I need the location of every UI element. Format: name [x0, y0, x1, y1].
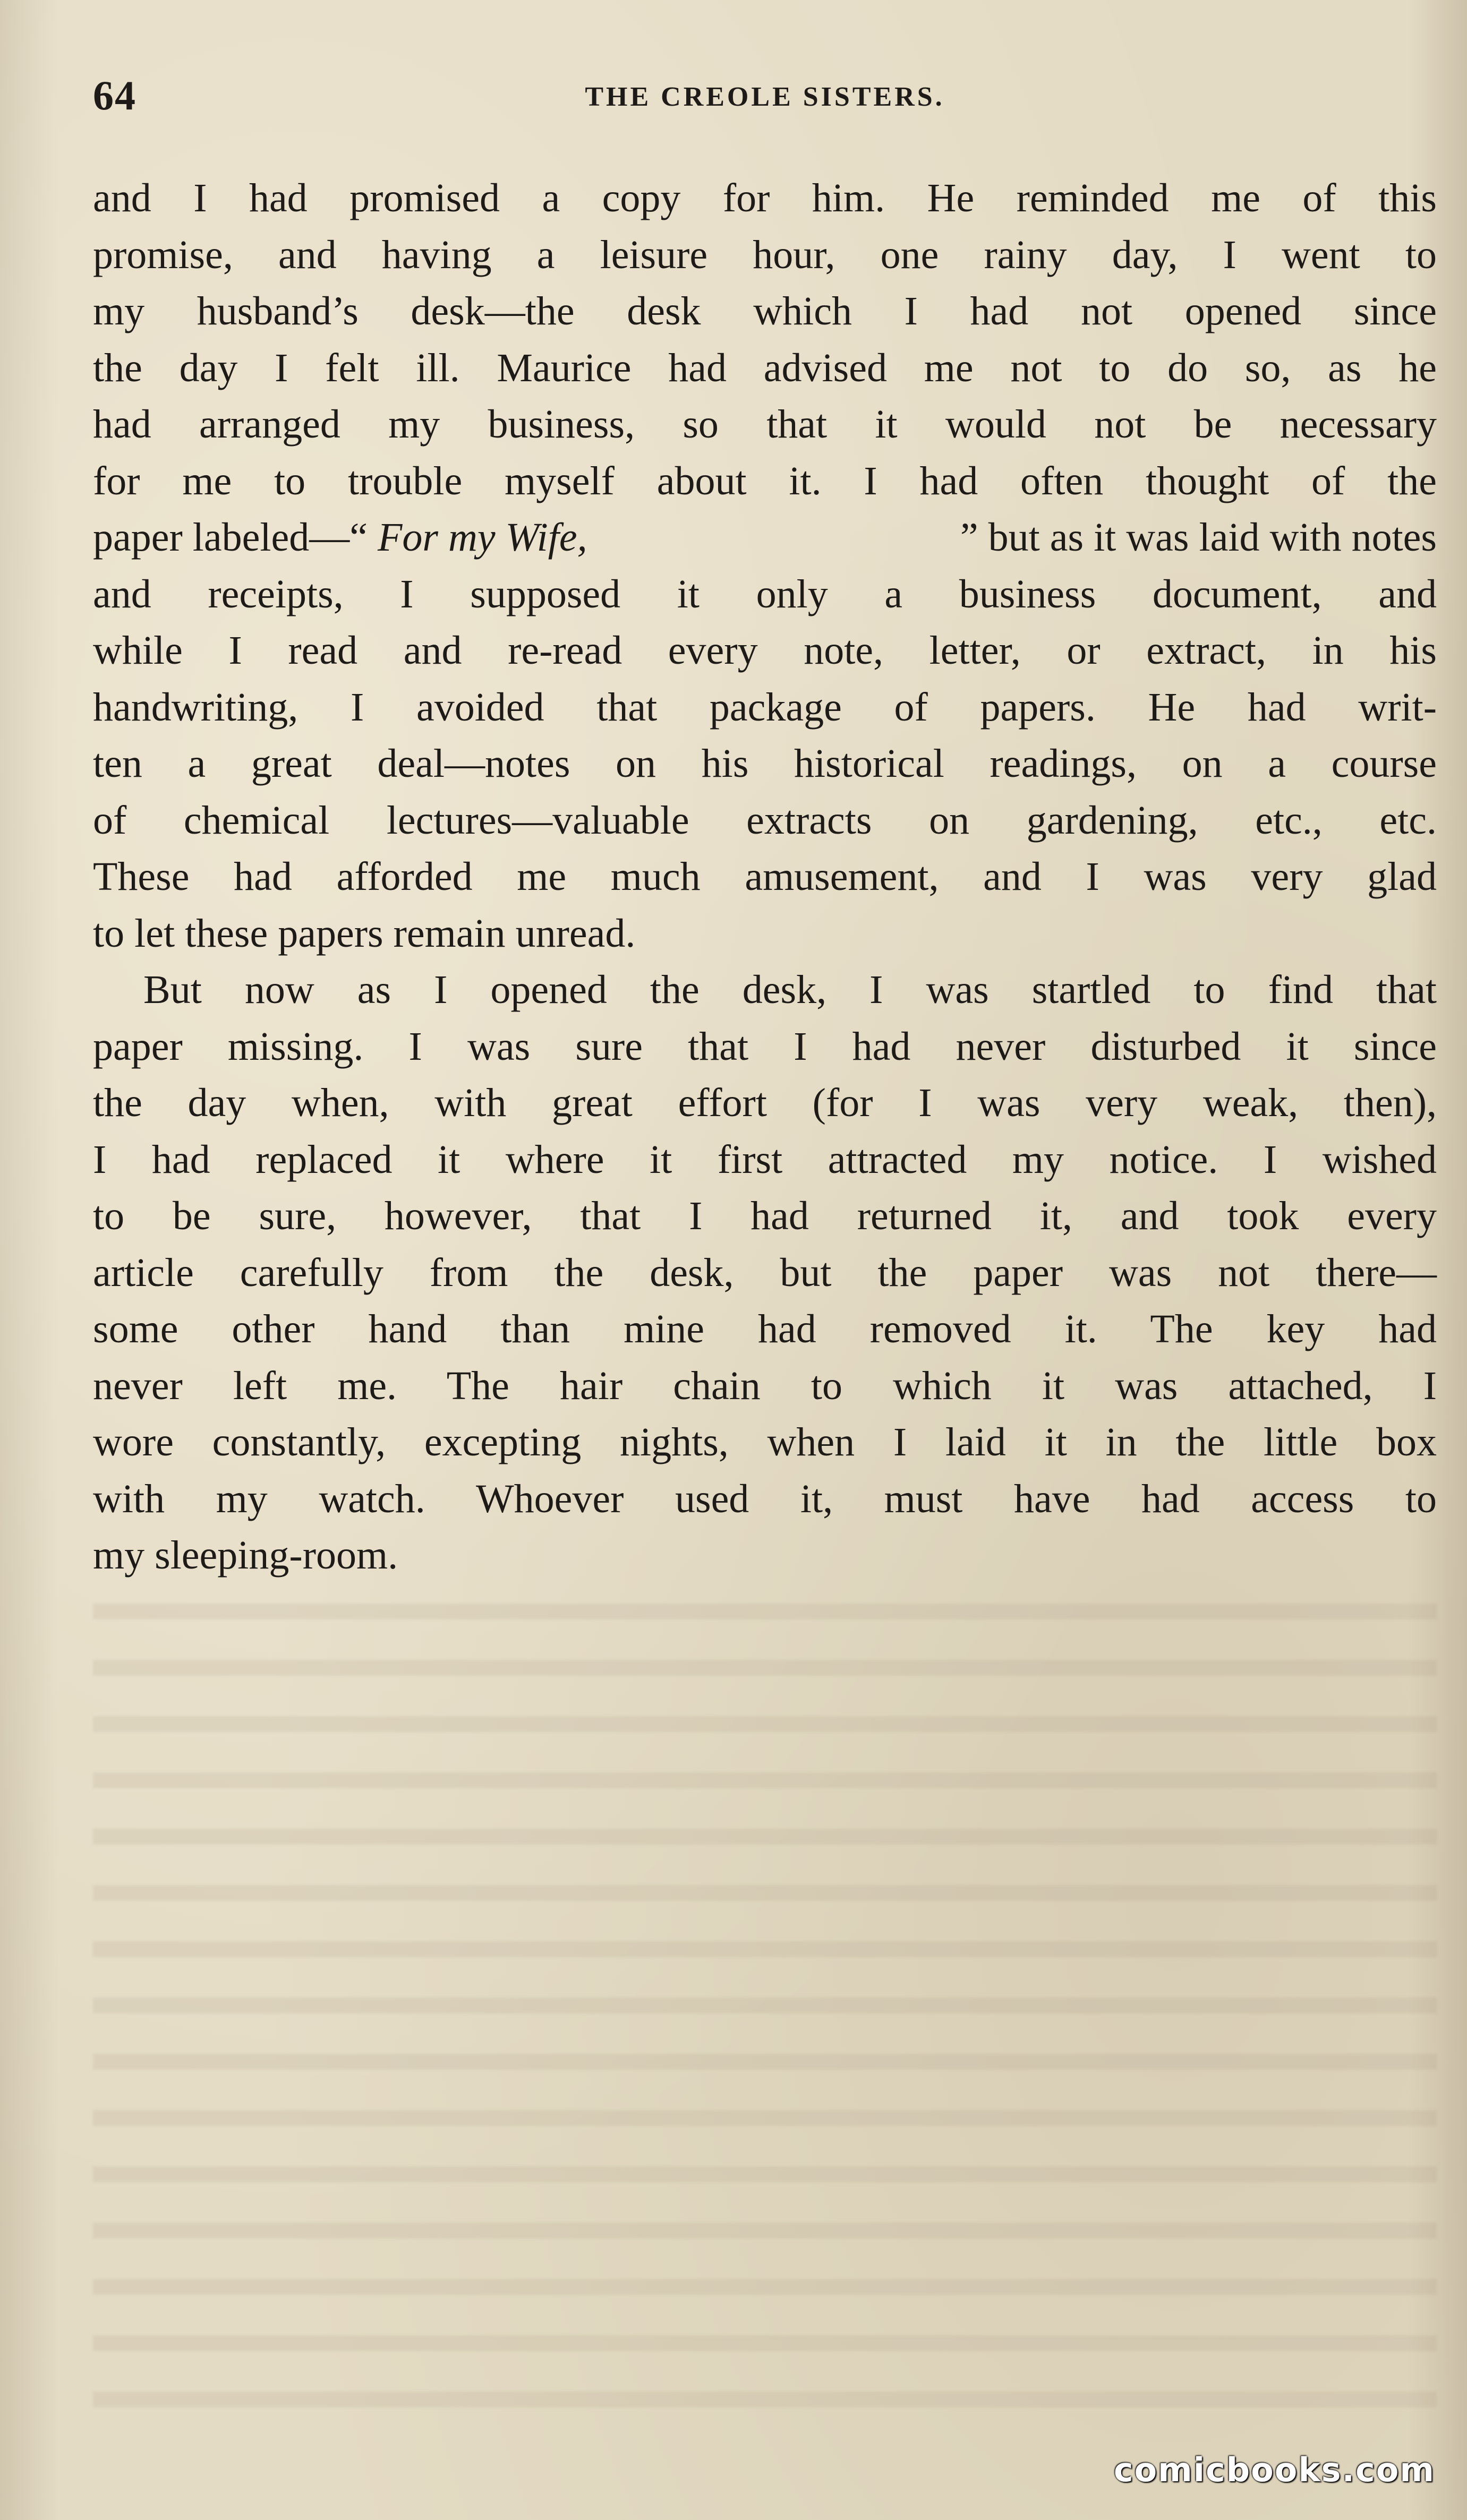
- watermark: comicbooks.com: [1113, 2450, 1435, 2489]
- text-line: article carefully from the desk, but the paper was not there—: [93, 1250, 1437, 1295]
- paragraph-1: [93, 170, 1437, 962]
- text-line: the day when, with great effort (for I was very weak, then),: [93, 1081, 1437, 1125]
- text-line: my husband’s desk—the desk which I had not opened since: [93, 289, 1437, 333]
- text-line: for me to trouble myself about it. I had often thought of the: [93, 458, 1437, 503]
- text-line: wore constantly, excepting nights, when I laid it in the little box: [93, 1420, 1437, 1464]
- text-line: had arranged my business, so that it would not be necessary: [93, 402, 1437, 447]
- text-line: handwriting, I avoided that package of papers. He had writ-: [93, 684, 1437, 730]
- paragraph-2: [93, 962, 1437, 1584]
- text-line: These had afforded me much amusement, and I was very glad: [93, 854, 1437, 899]
- text-line: some other hand than mine had removed it. The key had: [93, 1307, 1437, 1351]
- page-header: [93, 66, 1437, 125]
- text-segment: ” but as it was laid with notes: [960, 515, 1437, 560]
- text-line: promise, and having a leisure hour, one rainy day, I went to: [93, 232, 1437, 277]
- text-line: to let these papers remain unread.: [93, 911, 636, 956]
- text-line: and I had promised a copy for him. He reminded me of this: [93, 176, 1437, 220]
- text-line: and receipts, I supposed it only a business document, and: [93, 571, 1437, 616]
- italic-title: For my Wife,: [377, 515, 587, 560]
- text-line: while I read and re-read every note, letter, or extract, in his: [93, 628, 1437, 673]
- text-segment: paper labeled—“: [93, 515, 378, 560]
- text-line: of chemical lectures—valuable extracts on gardening, etc., etc.: [93, 798, 1437, 843]
- text-line: my sleeping-room.: [93, 1533, 398, 1578]
- text-line-with-italic: [93, 509, 1437, 566]
- running-head: THE CREOLE SISTERS.: [585, 82, 945, 112]
- text-line: I had replaced it where it first attracted my notice. I wished: [93, 1137, 1437, 1182]
- text-line: never left me. The hair chain to which it was attached, I: [93, 1363, 1437, 1408]
- text-line: to be sure, however, that I had returned it, and took every: [93, 1194, 1437, 1238]
- show-through-texture: [93, 1582, 1437, 2432]
- text-line: the day I felt ill. Maurice had advised me not to do so, as he: [93, 345, 1437, 390]
- text-line: with my watch. Whoever used it, must have had access to: [93, 1476, 1437, 1521]
- text-line: But now as I opened the desk, I was startled to find that: [143, 967, 1437, 1012]
- page-number: 64: [93, 72, 137, 118]
- body-text: [93, 170, 1437, 1584]
- text-line: paper missing. I was sure that I had never disturbed it since: [93, 1024, 1437, 1069]
- text-line: ten a great deal—notes on his historical readings, on a course: [93, 741, 1437, 786]
